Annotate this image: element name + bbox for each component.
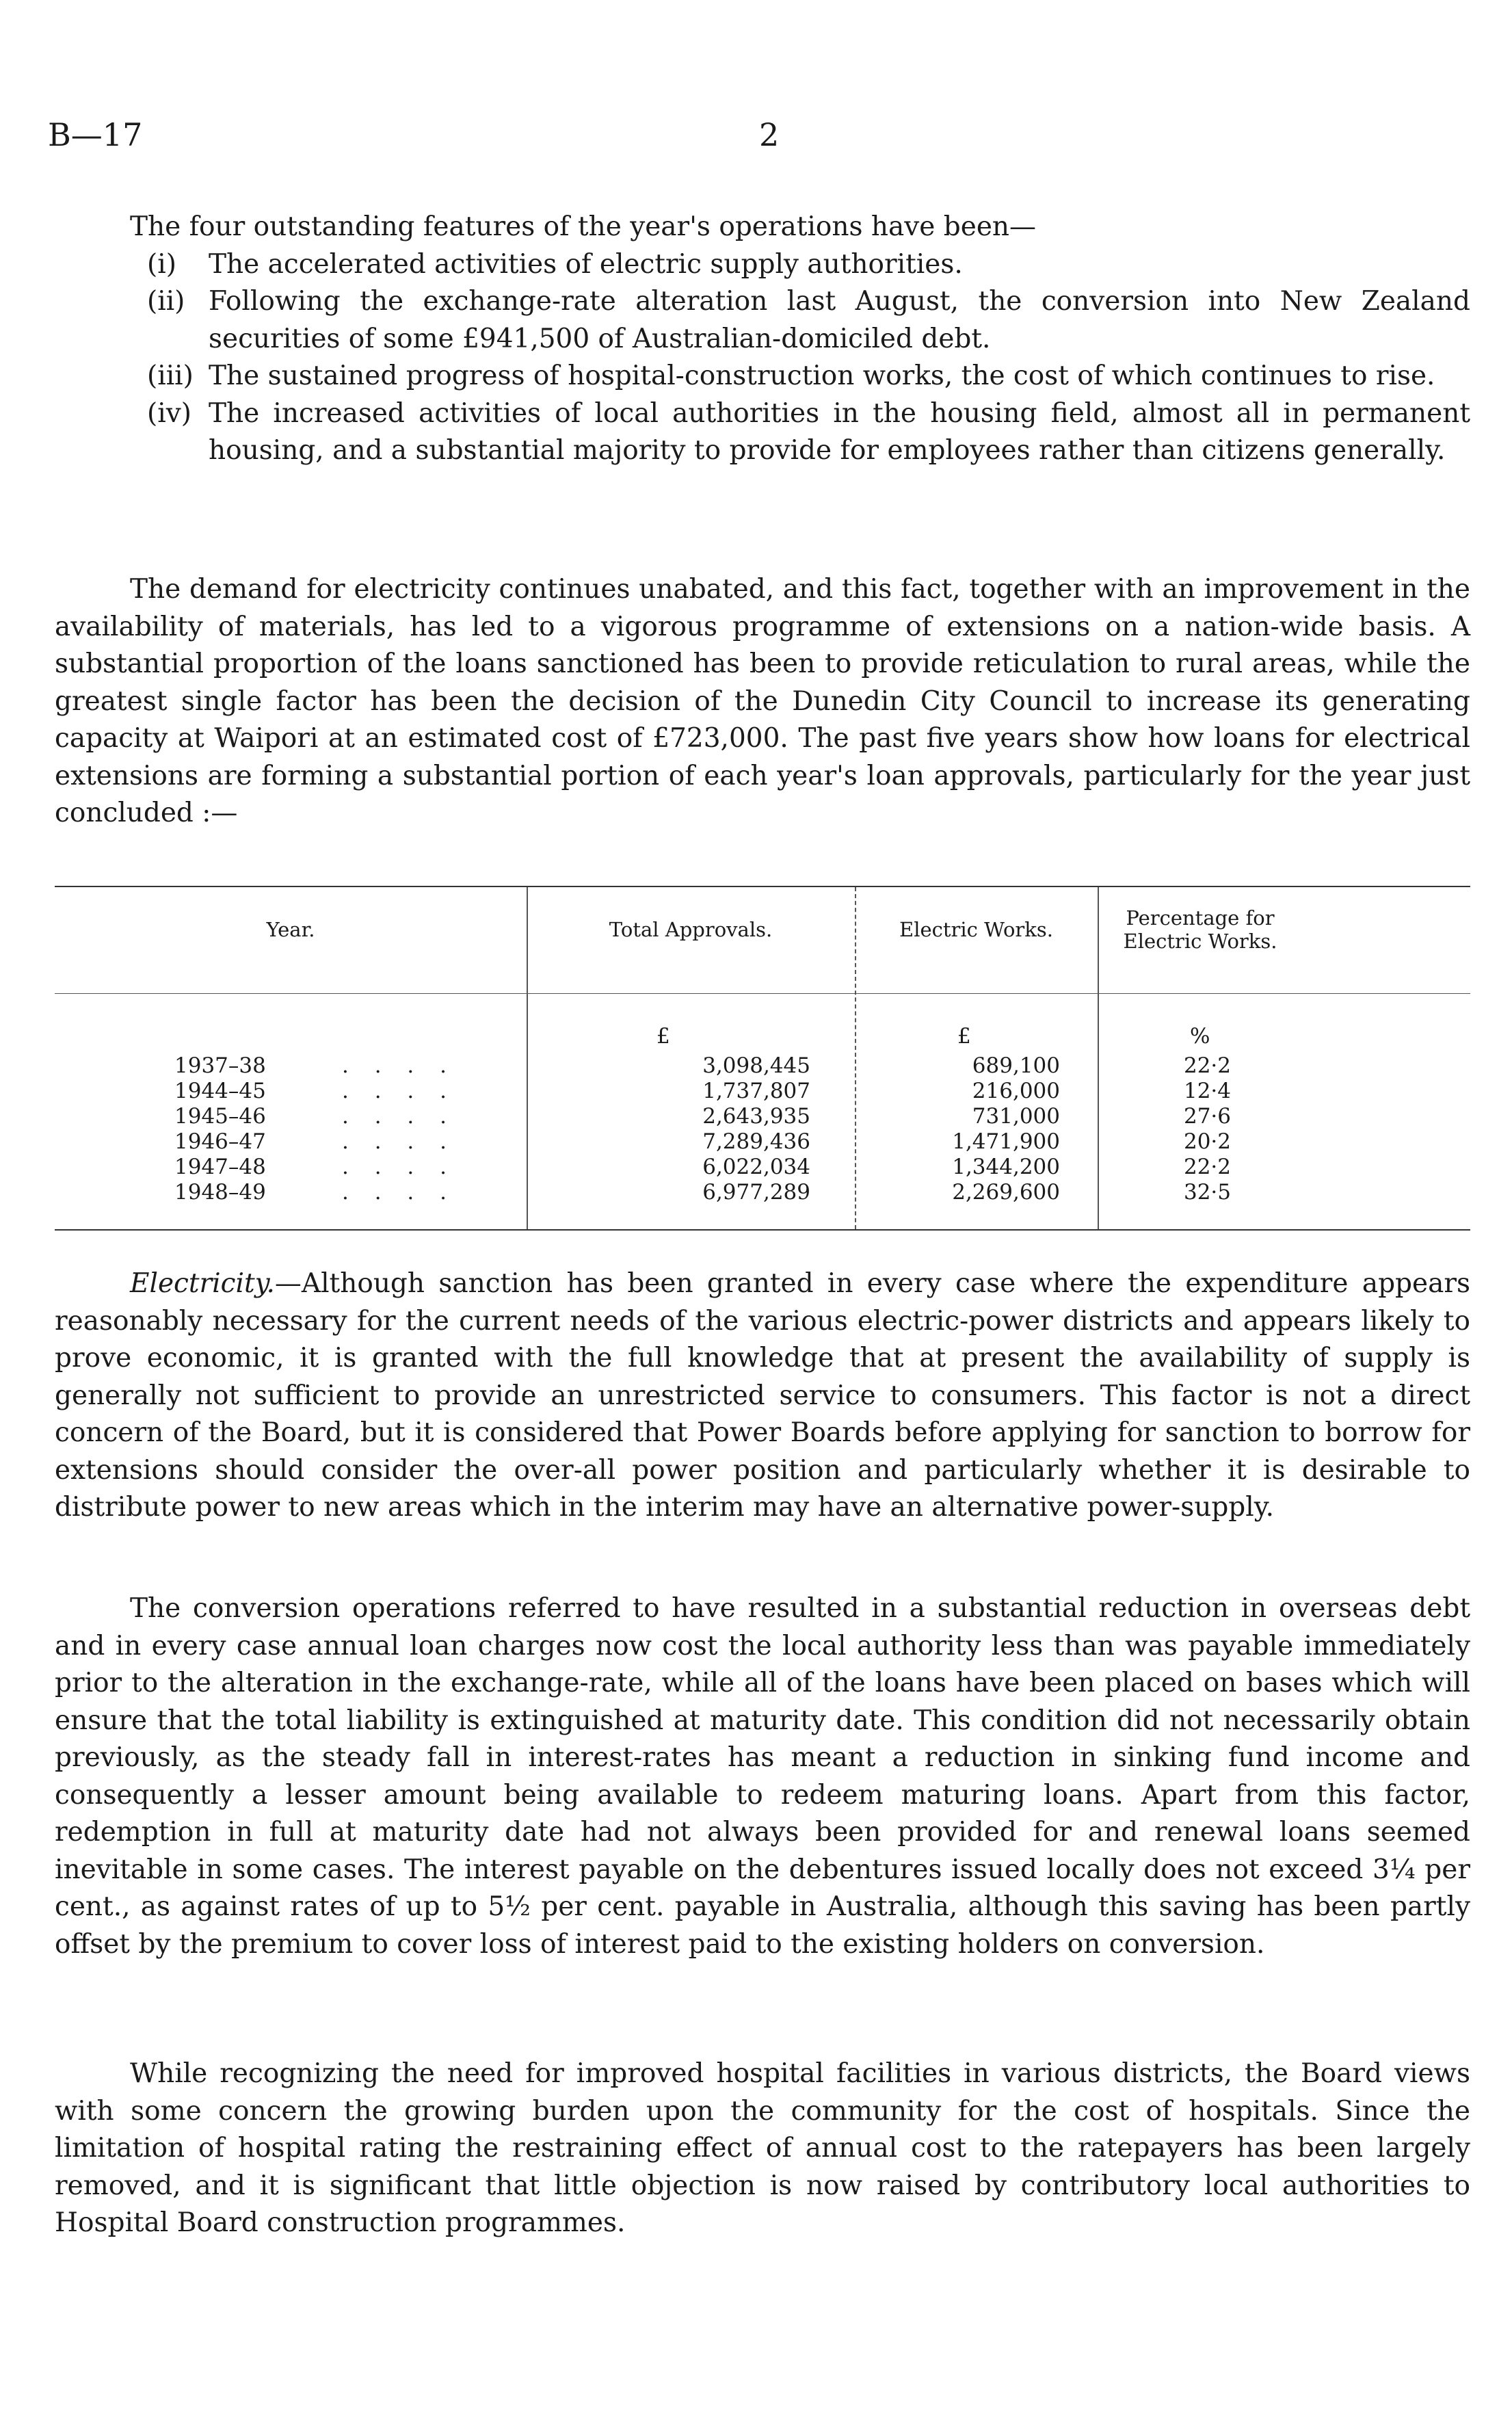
header-divider — [55, 993, 1470, 994]
cell-leader: . . . . — [342, 1104, 456, 1129]
unit-electric: £ — [957, 1024, 971, 1049]
feature-number: (i) — [147, 248, 176, 280]
feature-item — [55, 246, 1470, 284]
loan-approvals-table — [55, 886, 1470, 1231]
demand-paragraph: The demand for electricity continues unabated, and this fact, together with an improvement in the availability of materials, has led to a vigorous programme of extensions on a nation-wide basis. A substantial proportion of the loans sanctioned has been to provide reticulation to rural areas, while the greatest single factor has been the decision of the Dunedin City Council to increase its generating capacity at Waipori at an estimated cost of £723,000. The past five years show how loans for electrical extensions are forming a substantial portion of each year's loan approvals, particularly for the year just concluded :— — [55, 574, 1470, 828]
cell-total: 3,098,445 — [702, 1053, 810, 1078]
cell-year: 1944–45 — [174, 1079, 266, 1103]
cell-percentage: 20·2 — [1183, 1129, 1231, 1154]
cell-electric: 2,269,600 — [952, 1180, 1060, 1205]
cell-leader: . . . . — [342, 1079, 456, 1103]
electricity-paragraph — [55, 1265, 1470, 1527]
cell-leader: . . . . — [342, 1053, 456, 1078]
cell-percentage: 27·6 — [1183, 1104, 1231, 1129]
features-intro: The four outstanding features of the year's operations have been— — [130, 211, 1037, 242]
cell-year: 1947–48 — [174, 1155, 266, 1179]
cell-total: 6,977,289 — [702, 1180, 810, 1205]
cell-percentage: 22·2 — [1183, 1155, 1231, 1179]
cell-electric: 1,344,200 — [952, 1155, 1060, 1179]
running-head — [48, 116, 1470, 157]
header-total-approvals: Total Approvals. — [609, 918, 773, 941]
conversion-paragraph — [55, 1590, 1470, 1963]
conversion-text: The conversion operations referred to have resulted in a substantial reduction in overseas debt and in every case annual loan charges now cost the local authority less than was payable immediately prior to the alteration in the exchange-rate, while all of the loans have been placed on bases which will ensure that the total liability is extinguished at maturity date. This condition did not necessarily obtain previously, as the steady fall in interest-rates has meant a reduction in sinking fund income and consequently a lesser amount being available to redeem maturing loans. Apart from this factor, redemption in full at maturity date had not always been provided for and renewal loans seemed inevitable in some cases. The interest payable on the debentures issued locally does not exceed — [55, 1593, 1470, 1885]
feature-number: (iii) — [147, 360, 194, 391]
header-electric-works: Electric Works. — [899, 918, 1053, 941]
cell-percentage: 12·4 — [1183, 1079, 1231, 1103]
feature-text: The increased activities of local authorities in the housing field, almost all in permanent housing, and a substantial majority to provide for employees rather than citizens generally. — [209, 397, 1470, 466]
cell-electric: 731,000 — [972, 1104, 1060, 1129]
cell-year: 1946–47 — [174, 1129, 266, 1154]
electricity-heading: Electricity. — [130, 1268, 275, 1299]
feature-item — [55, 283, 1470, 358]
cell-percentage: 22·2 — [1183, 1053, 1231, 1078]
header-percentage: Percentage for Electric Works. — [1123, 906, 1277, 953]
conversion-text: per cent., as against rates of up to — [55, 1854, 1470, 1922]
hospital-section — [55, 2055, 1470, 2242]
cell-leader: . . . . — [342, 1180, 456, 1205]
cell-electric: 689,100 — [972, 1053, 1060, 1078]
feature-text: The accelerated activities of electric supply authorities. — [209, 248, 963, 280]
conversion-text: per cent. payable in Australia, although this saving has been partly offset by the premium to cover loss of interest paid to the existing holders on conversion. — [55, 1891, 1470, 1960]
cell-total: 2,643,935 — [702, 1104, 810, 1129]
feature-number: (ii) — [147, 286, 185, 317]
hospital-paragraph: While recognizing the need for improved hospital facilities in various districts, the Board views with some concern the growing burden upon the community for the cost of hospitals. Since the limitation of hospital rating the restraining effect of annual cost to the ratepayers has been largely removed, and it is significant that little objection is now raised by contributory local authorities to Hospital Board construction programmes. — [55, 2058, 1470, 2238]
header-year: Year. — [266, 918, 315, 941]
cell-electric: 1,471,900 — [952, 1129, 1060, 1154]
feature-text: Following the exchange-rate alteration last August, the conversion into New Zealand securities of some £941,500 of Australian-domiciled debt. — [209, 286, 1470, 354]
cell-leader: . . . . — [342, 1129, 456, 1154]
conversion-section — [55, 1590, 1470, 1963]
local-interest-rate: 3¼ — [1372, 1854, 1416, 1885]
page-number: 2 — [759, 116, 780, 153]
cell-leader: . . . . — [342, 1155, 456, 1179]
cell-percentage: 32·5 — [1183, 1180, 1231, 1205]
document-reference: B—17 — [48, 116, 143, 153]
cell-total: 7,289,436 — [702, 1129, 810, 1154]
features-section — [55, 209, 1470, 470]
cell-year: 1937–38 — [174, 1053, 266, 1078]
demand-section — [55, 571, 1470, 832]
cell-total: 1,737,807 — [702, 1079, 810, 1103]
australian-interest-rate: 5½ — [488, 1891, 531, 1922]
feature-number: (iv) — [147, 397, 191, 429]
electricity-text: —Although sanction has been granted in every case where the expenditure appears reasonably necessary for the current needs of the various electric-power districts and appears likely to prove economic, it is granted with the full knowledge that at present the availability of supply is generally not sufficient to provide an unrestricted service to consumers. This factor is not a direct concern of the Board, but it is considered that Power Boards before applying for sanction to borrow for extensions should consider the over-all power position and particularly whether it is desirable to distribute power to new areas which in the interim may have an alternative power-supply. — [55, 1268, 1470, 1523]
feature-item — [55, 358, 1470, 395]
feature-text: The sustained progress of hospital-construction works, the cost of which continues to rise. — [209, 360, 1435, 391]
features-list — [55, 246, 1470, 470]
cell-year: 1945–46 — [174, 1104, 266, 1129]
electricity-section — [55, 1265, 1470, 1527]
feature-item — [55, 395, 1470, 470]
unit-percent: % — [1190, 1024, 1210, 1049]
cell-year: 1948–49 — [174, 1180, 266, 1205]
cell-total: 6,022,034 — [702, 1155, 810, 1179]
unit-total: £ — [656, 1024, 670, 1049]
cell-electric: 216,000 — [972, 1079, 1060, 1103]
